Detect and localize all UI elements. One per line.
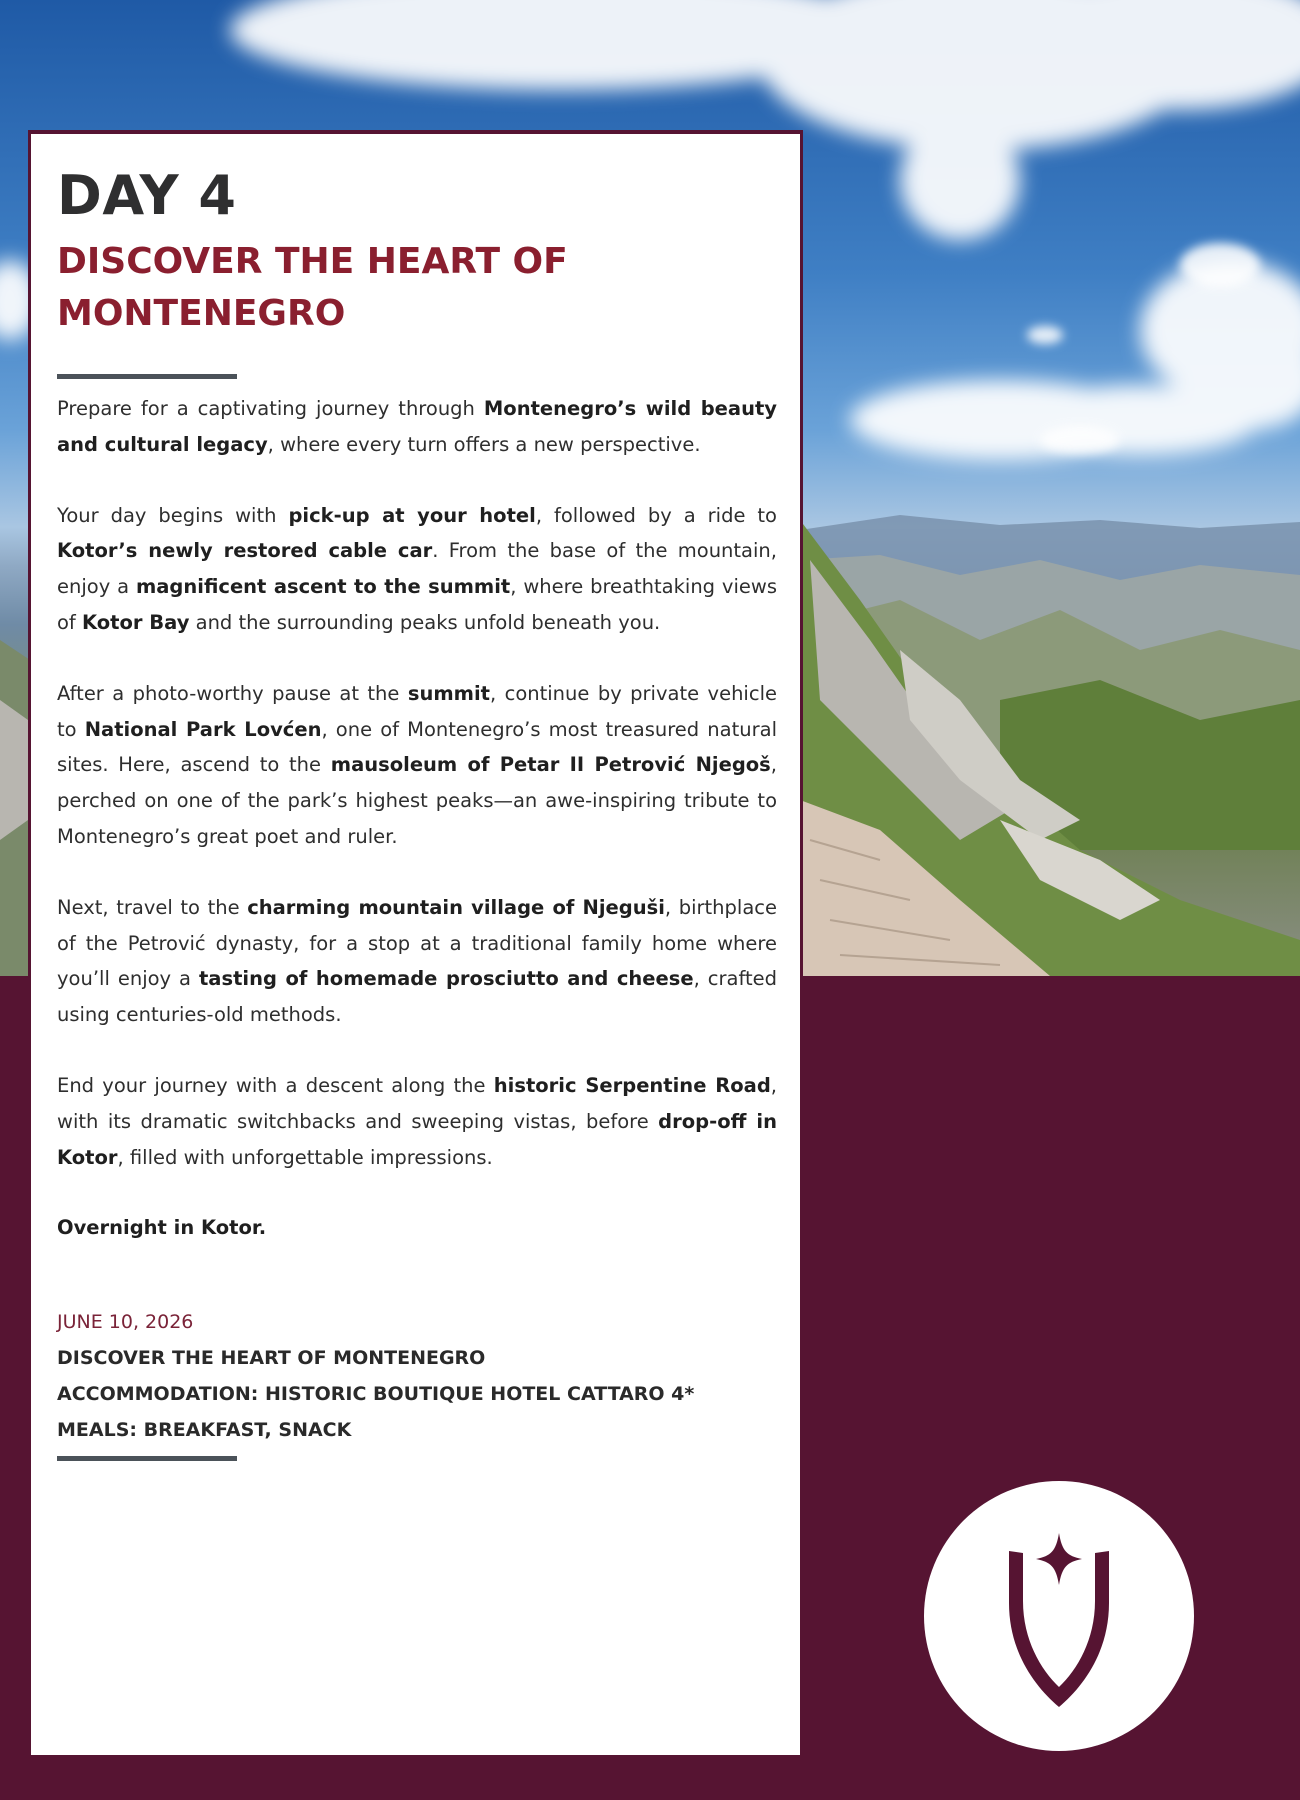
- body-text: , birthplace of the Petrović dynasty, for a stop at a traditional family home where you’ll enjoy a: [57, 895, 777, 991]
- highlight-text: pick-up at your hotel: [288, 503, 536, 527]
- body-text: . From the base of the mountain, enjoy a: [57, 539, 777, 599]
- body-text: Your day begins with: [57, 503, 289, 527]
- body-text: , continue by private vehicle to: [57, 681, 777, 741]
- highlight-text: Kotor’s newly restored cable car: [57, 539, 433, 563]
- paragraph: [57, 1068, 777, 1175]
- body-text: Prepare for a captivating journey through: [57, 397, 484, 420]
- day-title: DAY 4: [57, 164, 237, 227]
- body-text: , followed by a ride to: [535, 503, 777, 527]
- highlight-text: historic Serpentine Road: [493, 1073, 771, 1097]
- body-text: , where every turn offers a new perspective.: [267, 432, 701, 456]
- highlight-text: Kotor Bay: [82, 610, 190, 634]
- body-text: , with its dramatic switchbacks and sweeping vistas, before: [57, 1073, 777, 1133]
- divider-rule-bottom: [57, 1456, 237, 1461]
- divider-rule: [57, 374, 237, 379]
- summary-date: JUNE 10, 2026: [57, 1311, 194, 1334]
- day-subtitle: DISCOVER THE HEART OF MONTENEGRO: [57, 241, 568, 334]
- paragraph: [57, 391, 777, 463]
- summary-accommodation: ACCOMMODATION: HISTORIC BOUTIQUE HOTEL CATTARO 4*: [57, 1383, 695, 1406]
- body-text: Next, travel to the: [57, 895, 248, 919]
- paragraph: [57, 890, 777, 1033]
- body-text: After a photo-worthy pause at the: [57, 681, 408, 705]
- summary-title: DISCOVER THE HEART OF MONTENEGRO: [57, 1347, 486, 1370]
- body-text: End your journey with a descent along the: [57, 1073, 494, 1097]
- card-content: [57, 166, 777, 1461]
- body-text: , one of Montenegro’s most treasured natural sites. Here, ascend to the: [57, 717, 777, 777]
- highlight-text: charming mountain village of Njeguši: [247, 895, 665, 919]
- body-text: , crafted using centuries-old methods.: [57, 967, 777, 1027]
- paragraph: [57, 676, 777, 855]
- highlight-text: Montenegro’s wild beauty and cultural legacy: [57, 397, 777, 456]
- overnight-note: Overnight in Kotor.: [57, 1216, 267, 1240]
- body-text: and the surrounding peaks unfold beneath you.: [189, 610, 661, 634]
- highlight-text: National Park Lovćen: [84, 717, 322, 741]
- highlight-text: summit: [407, 681, 490, 705]
- highlight-text: tasting of homemade prosciutto and cheese: [198, 967, 694, 991]
- summary-meals: MEALS: BREAKFAST, SNACK: [57, 1419, 352, 1442]
- highlight-text: mausoleum of Petar II Petrović Njegoš: [330, 753, 771, 777]
- day-summary: [57, 1304, 777, 1461]
- body-text: , perched on one of the park’s highest peaks—an awe-inspiring tribute to Montenegro’s great poet and ruler.: [57, 753, 777, 848]
- brand-logo: [924, 1481, 1194, 1751]
- paragraph: [57, 498, 777, 641]
- highlight-text: magnificent ascent to the summit: [135, 575, 511, 599]
- highlight-text: drop-off in Kotor: [57, 1109, 777, 1169]
- shield-star-logo-icon: [924, 1481, 1194, 1751]
- body-text: , filled with unforgettable impressions.: [117, 1145, 493, 1169]
- itinerary-card: [28, 130, 803, 1758]
- body-text: , where breathtaking views of: [57, 575, 777, 634]
